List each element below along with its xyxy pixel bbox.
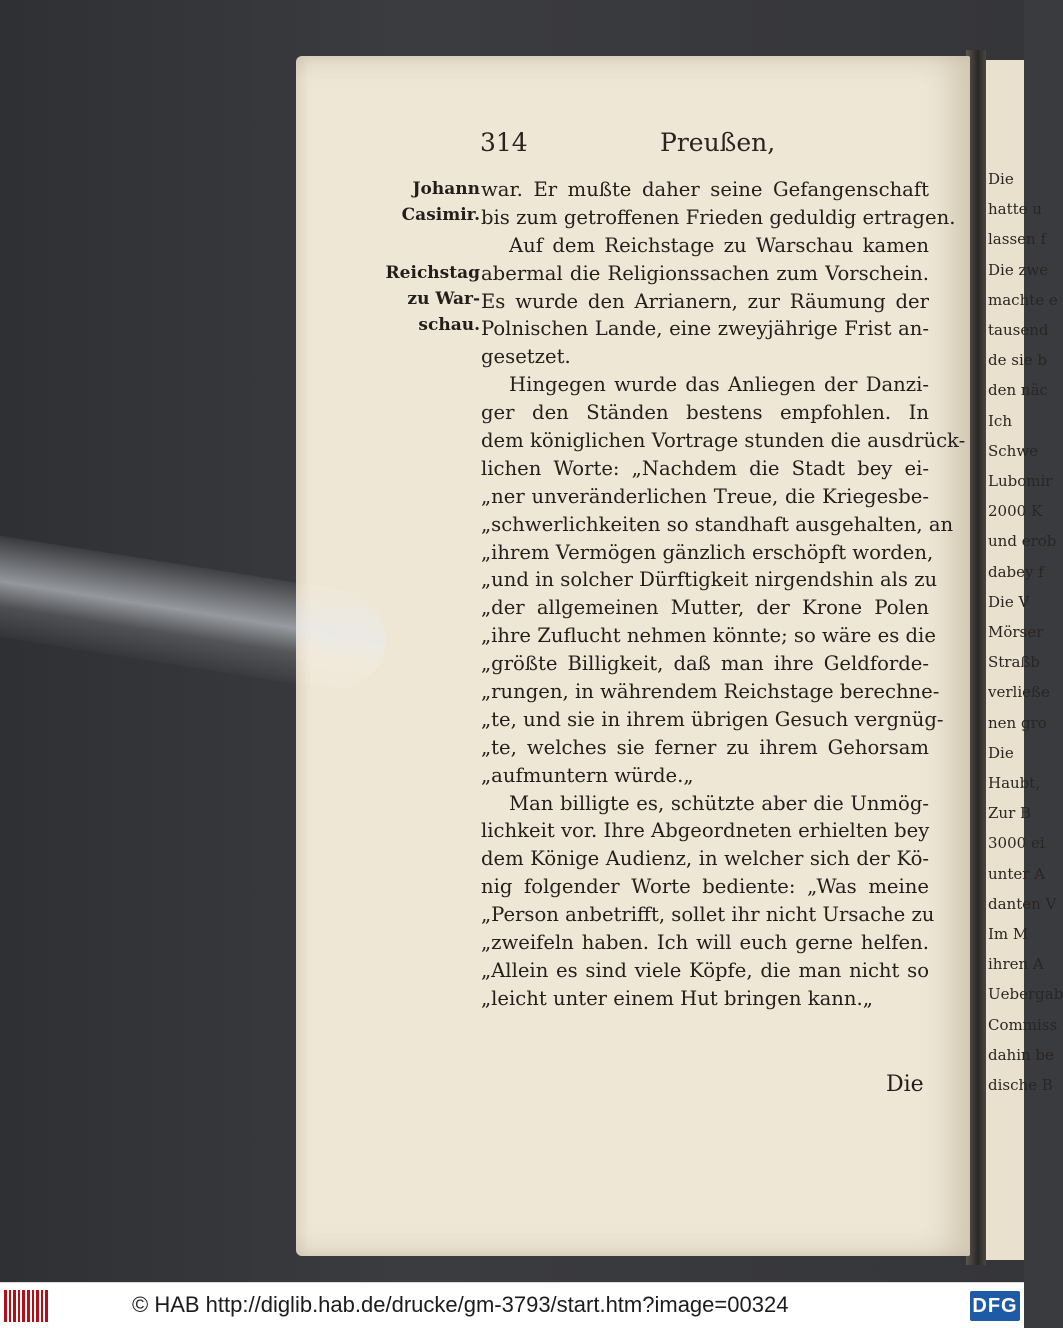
text-line: „schwerlichkeiten so standhaft ausgehalten, an — [481, 512, 954, 536]
text-line: abermal die Religionssachen zum Vorschein. — [481, 261, 929, 285]
next-page-fragment: dahin be — [988, 1045, 1054, 1064]
next-page-fragment: nen gro — [988, 713, 1047, 732]
next-page-fragment: Die — [988, 743, 1014, 762]
page-number: 314 — [480, 128, 528, 157]
text-line: „te, welches sie ferner zu ihrem Gehorsam — [481, 735, 929, 759]
next-page-fragment: verließe — [988, 683, 1050, 702]
next-page-fragment: dabey f — [988, 562, 1044, 581]
next-page-fragment: lassen f — [988, 230, 1046, 249]
copyright-link[interactable]: © HAB http://diglib.hab.de/drucke/gm-3793/start.htm?image=00324 — [132, 1292, 789, 1317]
margin-note-line: zu War- — [407, 289, 480, 309]
text-line: „ihrem Vermögen gänzlich erschöpft worden, — [481, 540, 934, 564]
next-page-fragment: Die V — [988, 592, 1030, 611]
next-page-edge — [982, 60, 1063, 1260]
text-line: dem Könige Audienz, in welcher sich der Kö- — [481, 847, 929, 871]
next-page-fragment: Commiss — [988, 1015, 1058, 1034]
text-line: dem königlichen Vortrage stunden die ausdrück- — [481, 429, 966, 453]
hab-logo-icon — [4, 1290, 48, 1322]
margin-note-line: Reichstag — [385, 263, 480, 283]
text-line: „zweifeln haben. Ich will euch gerne helfen. — [481, 931, 929, 955]
text-line: Polnischen Lande, eine zweyjährige Frist an- — [481, 317, 929, 341]
next-page-fragment: Die zwe — [988, 260, 1049, 279]
text-line: „Person anbetrifft, sollet ihr nicht Ursache zu — [481, 903, 935, 927]
text-line: „Allein es sind viele Köpfe, die man nicht so — [481, 958, 929, 982]
text-line: „leicht unter einem Hut bringen kann.„ — [481, 986, 873, 1010]
text-line: gesetzet. — [481, 345, 571, 369]
text-line: bis zum getroffenen Frieden geduldig ertragen. — [481, 205, 956, 229]
text-line: ger den Ständen bestens empfohlen. In — [481, 401, 929, 425]
next-page-fragment: unter A — [988, 864, 1045, 883]
next-page-fragment: und erob — [988, 532, 1057, 551]
text-line: „der allgemeinen Mutter, der Krone Polen — [481, 596, 929, 620]
next-page-fragment: Haubt, — [988, 774, 1041, 792]
text-line: lichkeit vor. Ihre Abgeordneten erhielten bey — [481, 819, 930, 843]
next-page-fragment: de sie b — [988, 351, 1047, 370]
next-page-fragment: dische B — [988, 1076, 1053, 1094]
dfg-logo[interactable]: DFG — [970, 1291, 1020, 1321]
next-page-fragment: den näc — [988, 381, 1048, 400]
next-page-fragment: Die — [988, 170, 1014, 188]
text-line: „größte Billigkeit, daß man ihre Geldforde- — [481, 652, 929, 676]
margin-note-johann-casimir — [384, 176, 480, 228]
margin-note-line: schau. — [418, 315, 480, 335]
next-page-fragment: Im M — [988, 925, 1029, 943]
text-line: „aufmuntern würde.„ — [481, 763, 694, 787]
next-page-fragment: 2000 K — [988, 502, 1043, 521]
text-line: lichen Worte: „Nachdem die Stadt bey ei- — [481, 456, 929, 480]
text-line: „ihre Zuflucht nehmen könnte; so wäre es die — [481, 624, 936, 648]
next-page-fragment: Zur B — [988, 804, 1032, 823]
text-line: „und in solcher Dürftigkeit nirgendshin als zu — [481, 568, 938, 592]
page-header — [480, 128, 776, 162]
text-line: „te, und sie in ihrem übrigen Gesuch vergnüg- — [481, 707, 944, 731]
catchword: Die — [886, 1072, 924, 1097]
margin-note-reichstag — [384, 260, 480, 338]
next-page-fragment: Schwe — [988, 441, 1039, 460]
text-line: Man billigte es, schützte aber die Unmög- — [509, 791, 929, 815]
next-page-fragment: Straßb — [988, 653, 1041, 672]
next-page-fragment: Lubomir — [988, 472, 1053, 490]
next-page-fragment: machte e — [988, 290, 1058, 309]
text-line: „rungen, in währendem Reichstage berechne- — [481, 680, 940, 704]
next-page-fragment: Mörser — [988, 623, 1044, 641]
next-page-fragment: 3000 ei — [988, 834, 1045, 853]
margin-note-line: Johann — [412, 179, 480, 199]
next-page-fragment: Uebergab — [988, 985, 1063, 1004]
next-page-fragment: tausend — [988, 321, 1049, 339]
footer-bar — [0, 1282, 1024, 1328]
next-page-fragment: danten V — [988, 894, 1057, 913]
text-line: nig folgender Worte bediente: „Was meine — [481, 875, 929, 899]
text-line: Es wurde den Arrianern, zur Räumung der — [481, 289, 929, 313]
text-line: Auf dem Reichstage zu Warschau kamen — [509, 233, 929, 257]
margin-note-line: Casimir. — [401, 205, 480, 225]
next-page-fragment: hatte u — [988, 200, 1042, 219]
text-line: „ner unveränderlichen Treue, die Kriegesbe- — [481, 484, 929, 508]
text-line: Hingegen wurde das Anliegen der Danzi- — [509, 373, 929, 397]
next-page-fragment: Ich — [988, 411, 1012, 430]
text-line: war. Er mußte daher seine Gefangenschaft — [481, 178, 929, 201]
running-title: Preußen, — [660, 128, 776, 157]
next-page-fragment: ihren A — [988, 955, 1044, 974]
body-text — [481, 176, 966, 1013]
